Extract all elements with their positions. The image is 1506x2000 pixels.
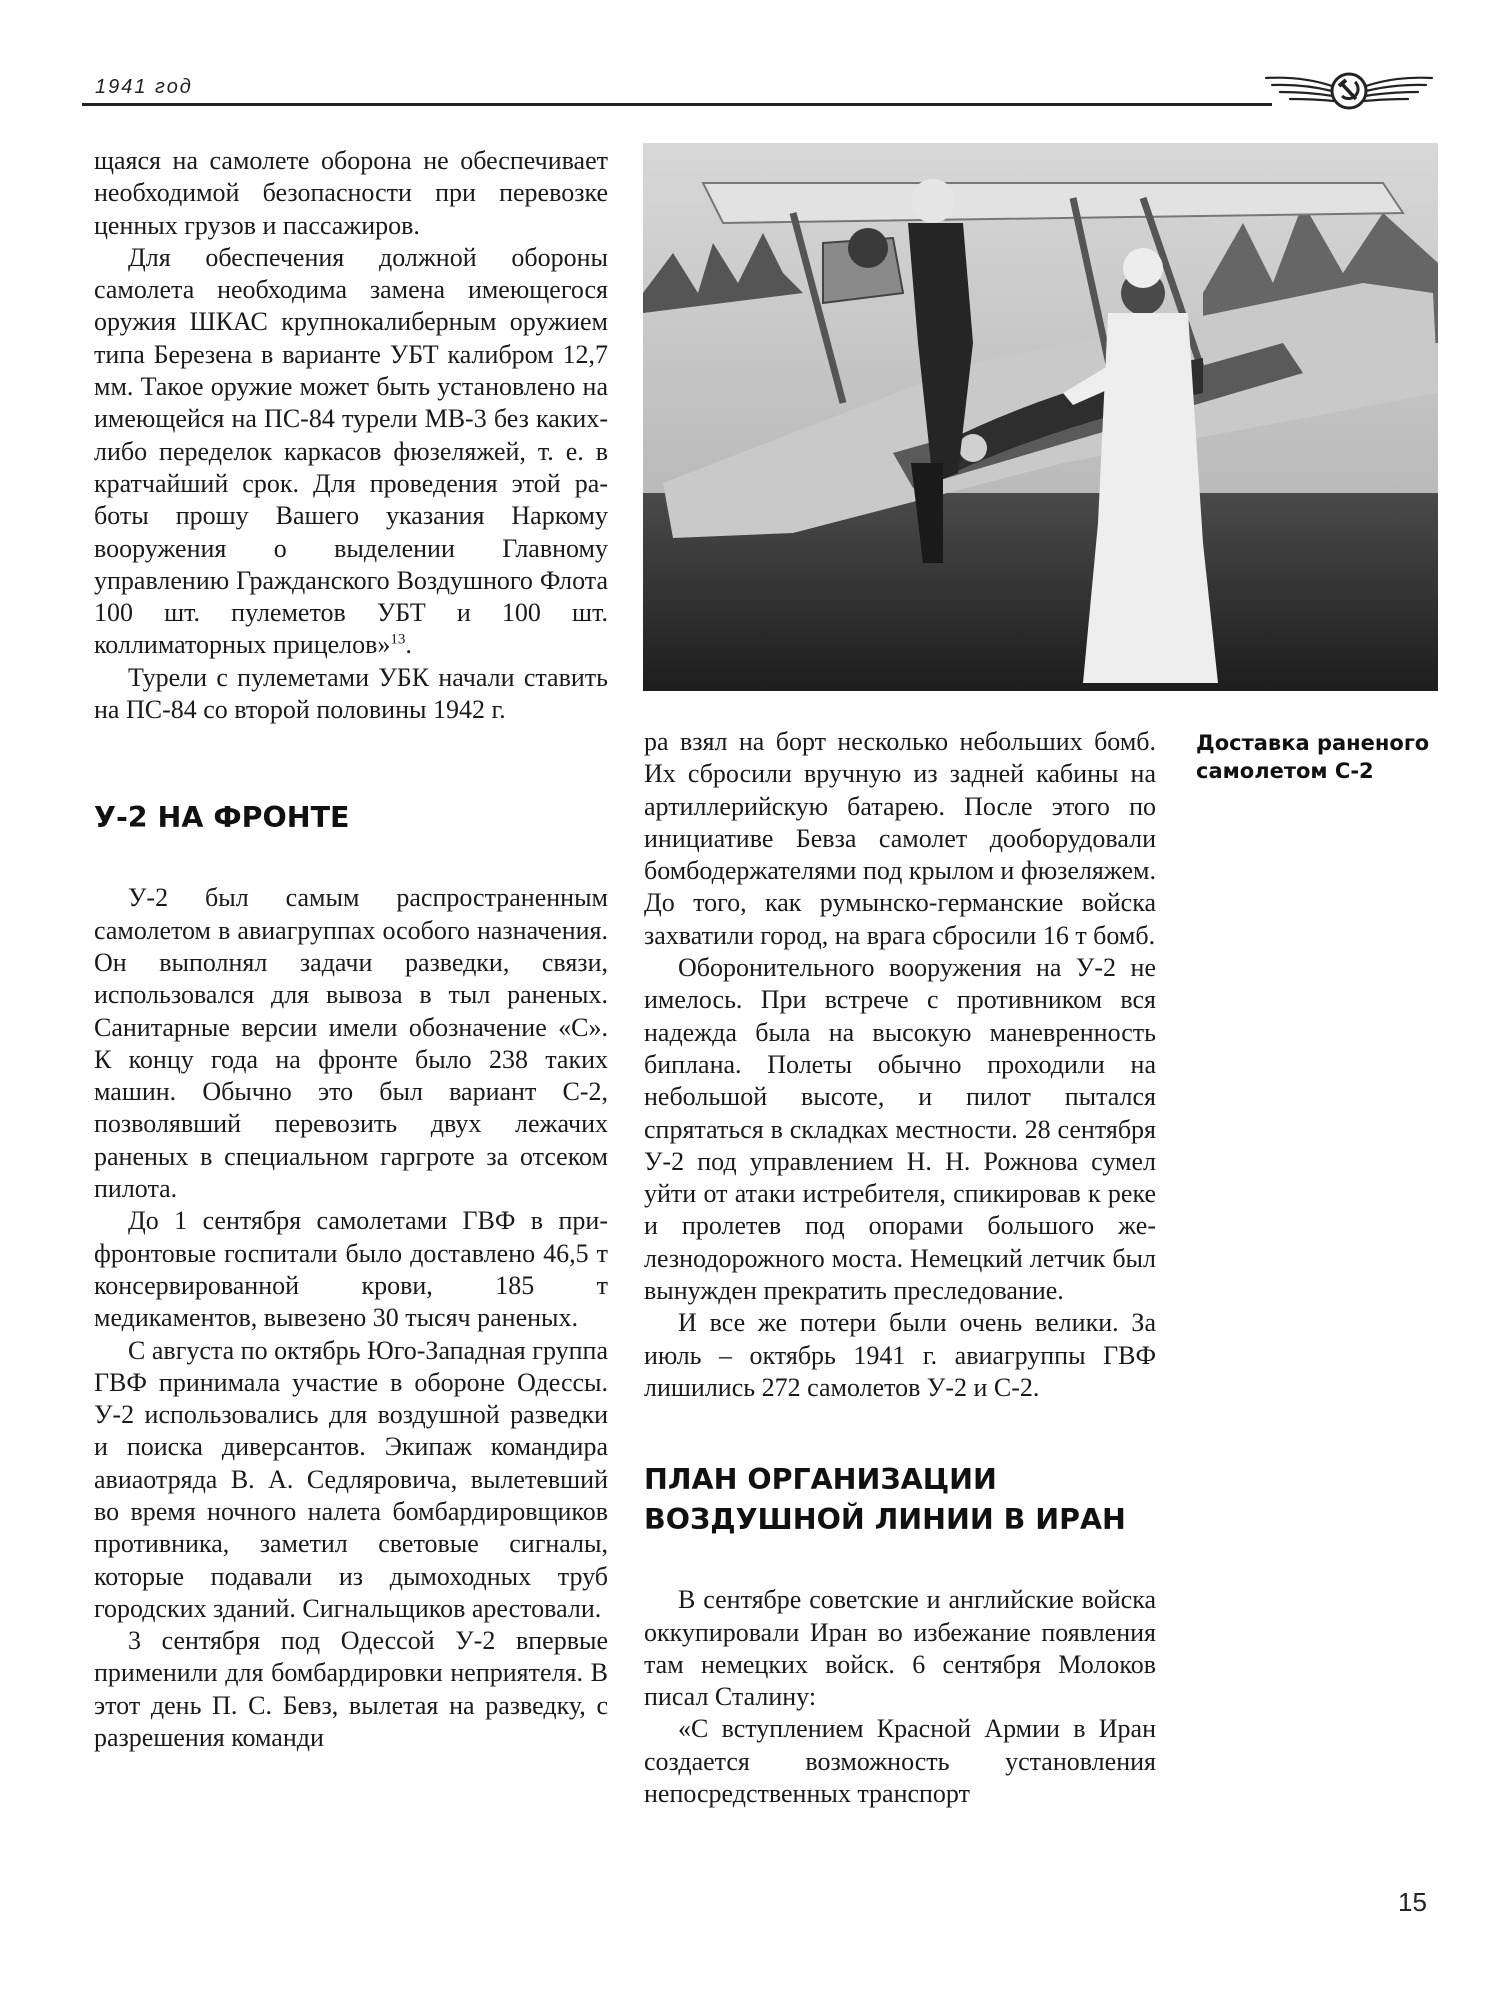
left-column xyxy=(94,145,608,1754)
paragraph: У-2 был самым распространенным самолетом в авиагруппах особого назначения. Он выполнял задачи разведки, связи, использовался для вывоза в тыл раненых. Санитарные версии имели обозначение «С». К концу года на фронте было 238 таких машин. Обычно это был вариант С-2, позволявший перевозить двух лежачих раненых в специальном гаргроте за отсеком пилота. xyxy=(94,883,608,1204)
footnote-ref: 13 xyxy=(390,631,406,648)
paragraph: До 1 сентября самолетами ГВФ в прифронтовые госпитали было доставлено 46,5 т консервированной крови, 185 т медикаментов, вывезено 30 тысяч раненых. xyxy=(94,1206,608,1333)
paragraph: 3 сентября под Одессой У-2 впервые применили для бомбардировки неприятеля. В этот день П. С. Бевз, вылетая на разведку, с разрешения команди xyxy=(94,1626,608,1753)
paragraph: В сентябре советские и английские войска оккупировали Иран во избежание появления там немецких войск. 6 сентября Молоков писал Сталину: xyxy=(644,1585,1156,1712)
paragraph: С августа по октябрь Юго-Западная группа ГВФ принимала участие в обороне Одессы. У-2 использовались для воздушной разведки и поиска диверсантов. Экипаж командира авиаотряда В. А. Седляровича, вылетевший во время ночного налета бомбардировщиков противника, заметил световые сигналы, которые подавали из дымоходных труб городских зданий. Сигнальщиков арестовали. xyxy=(94,1335,608,1623)
header-rule xyxy=(82,103,1272,106)
section-heading: ПЛАН ОРГАНИЗАЦИИ ВОЗДУШНОЙ ЛИНИИ В ИРАН xyxy=(644,1463,1126,1537)
section-heading: У-2 НА ФРОНТЕ xyxy=(94,801,350,835)
photo-wounded-transport xyxy=(643,143,1438,691)
paragraph: щаяся на самолете оборона не обеспечивает необходимой безопасности при перевозке ценных грузов и пассажиров. xyxy=(94,146,608,240)
photo-caption: Доставка раненого самолетом С-2 xyxy=(1196,731,1430,783)
paragraph: Оборонительного вооружения на У-2 не имелось. При встрече с противником вся надежда была на высокую маневренность биплана. Полеты обычно проходили на небольшой высоте, и пилот пытался спрятаться в складках местности. 28 сентября У-2 под управлением Н. Н. Рожнова сумел уйти от атаки истребителя, спикировав к реке и пролетев под опорами большого железнодорожного моста. Немецкий летчик был вынужден прекратить преследование. xyxy=(644,953,1156,1306)
photo-illustration xyxy=(643,143,1438,691)
paragraph: ра взял на борт несколько небольших бомб. Их сбросили вручную из задней кабины на артиллерийскую батарею. После этого по инициативе Бевза самолет дооборудовали бомбодержателями под крылом и фюзеляжем. До того, как румынско-германские войска захватили город, на врага сбросили 16 т бомб. xyxy=(644,727,1156,950)
paragraph: И все же потери были очень велики. За июль – октябрь 1941 г. авиагруппы ГВФ лишились 272 самолетов У-2 и С-2. xyxy=(644,1308,1156,1402)
running-header: 1941 год xyxy=(95,76,193,98)
paragraph: Турели с пулеметами УБК начали ставить на ПС-84 со второй половины 1942 г. xyxy=(94,662,608,725)
paragraph: «С вступлением Красной Армии в Иран создается возможность установления непосредственных транспорт xyxy=(644,1714,1156,1809)
page-number: 15 xyxy=(1398,1887,1427,1917)
winged-hammer-sickle-emblem-icon xyxy=(1262,66,1436,112)
middle-column xyxy=(644,726,1156,1810)
paragraph: Для обеспечения должной обороны самолета необходима замена имеющегося оружия ШКАС крупнокалиберным оружием типа Березена в варианте УБТ калибром 12,7 мм. Такое оружие может быть установлено на имеющейся на ПС-84 турели МВ-3 без каких-либо переделок каркасов фюзеляжей, т. е. в кратчайший срок. Для проведения этой работы прошу Вашего указания Наркому вооружения о выделении Главному управлению Гражданского Воздушного Флота 100 шт. пулеметов УБТ и 100 шт. коллиматорных прицелов»$^{13}$. xyxy=(94,242,608,660)
